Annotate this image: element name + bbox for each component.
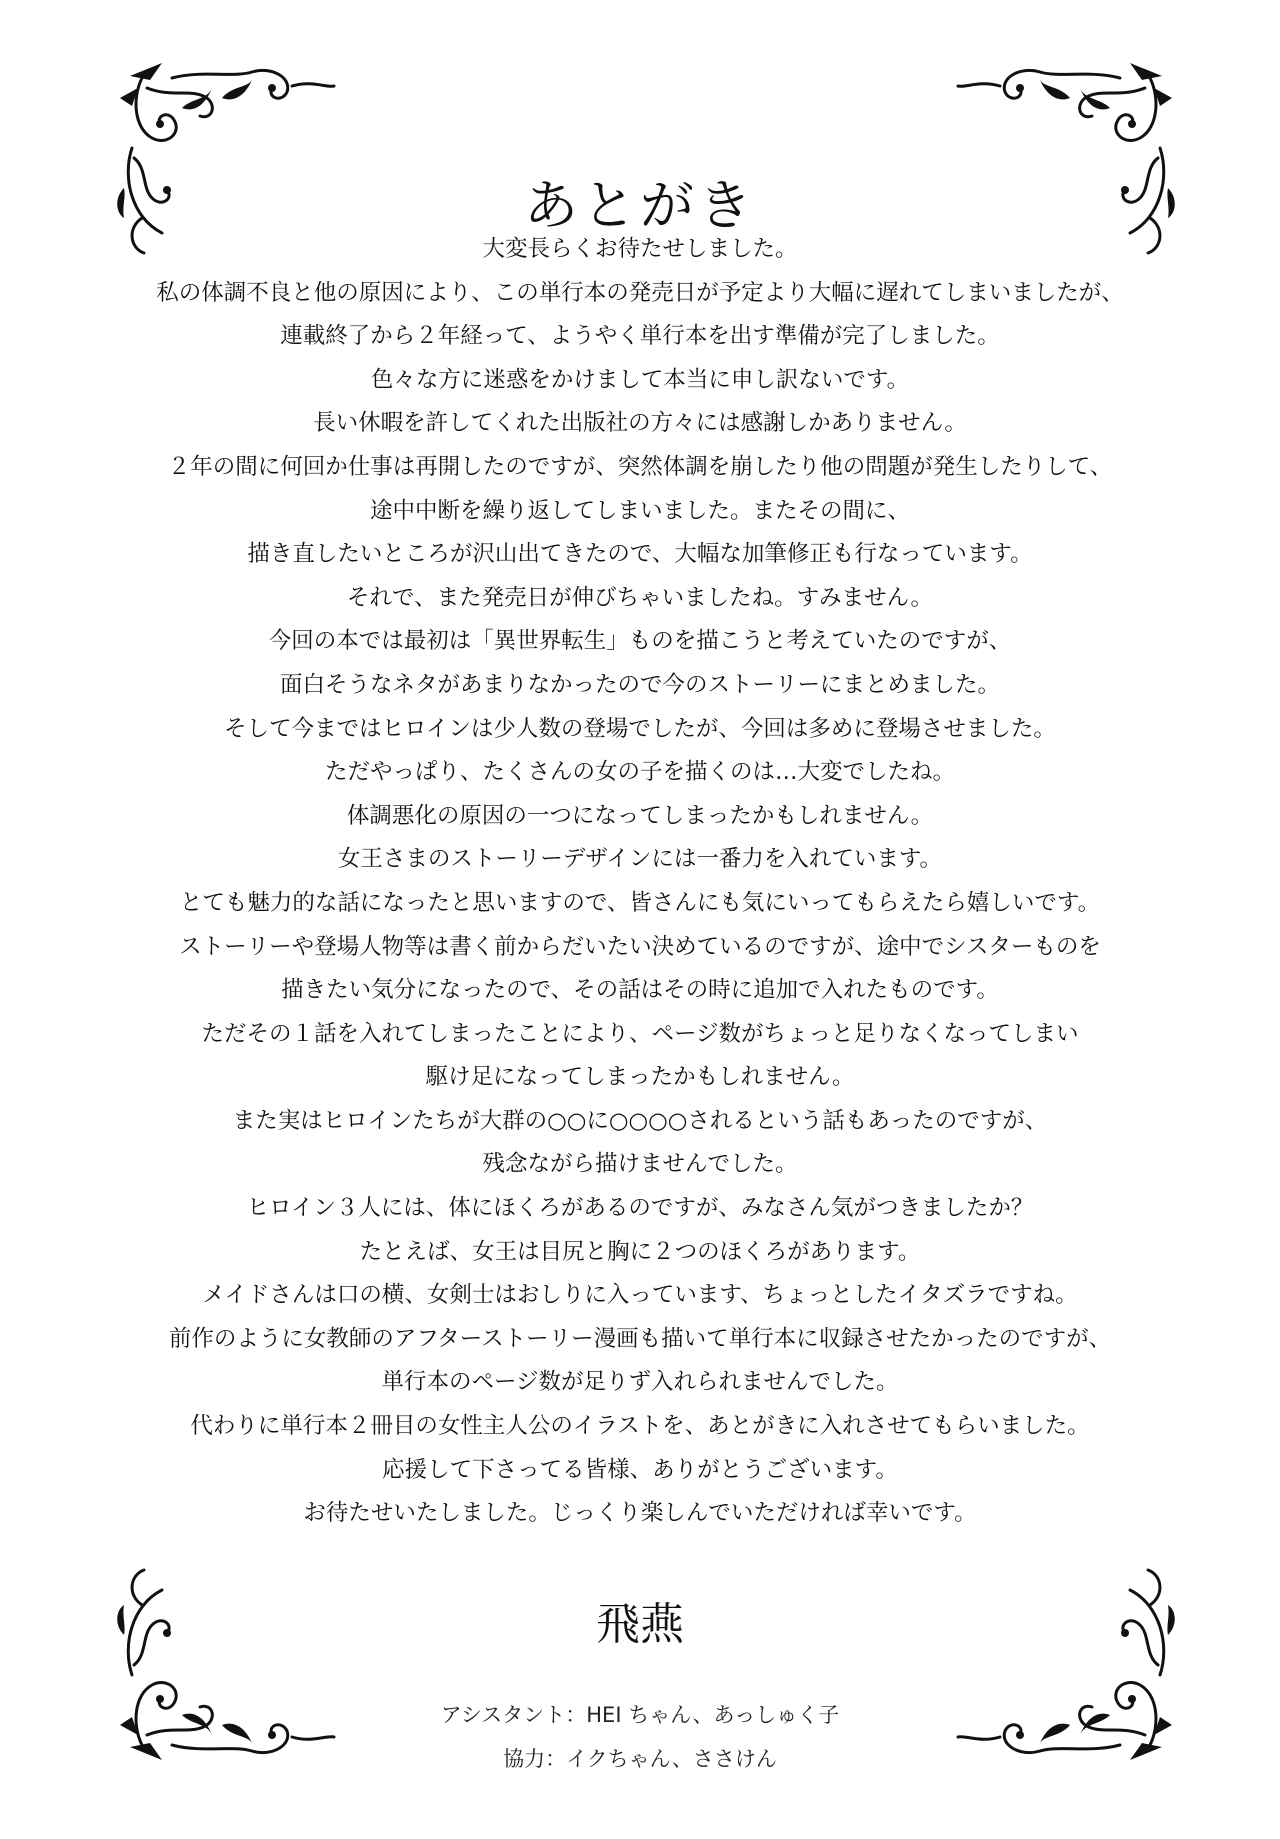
body-line: ただその１話を入れてしまったことにより、ページ数がちょっと足りなくなってしまい xyxy=(201,1020,1079,1047)
body-line: 途中中断を繰り返してしまいました。またその間に、 xyxy=(369,497,910,524)
body-line: ２年の間に何回か仕事は再開したのですが、突然体調を崩したり他の問題が発生したりして、 xyxy=(167,453,1113,480)
body-line: 単行本のページ数が足りず入れられませんでした。 xyxy=(381,1369,899,1396)
body-line: 今回の本では最初は「異世界転生」ものを描こうと考えていたのですが、 xyxy=(268,628,1012,655)
body-line: 長い休暇を許してくれた出版社の方々には感謝しかありません。 xyxy=(313,410,967,437)
afterword-body xyxy=(140,228,1140,1536)
cooperation-credit: 協力：イクちゃん、ささけん xyxy=(503,1747,777,1771)
body-line: ただやっぱり、たくさんの女の子を描くのは…大変でしたね。 xyxy=(324,759,955,786)
body-line: 代わりに単行本２冊目の女性主人公のイラストを、あとがきに入れさせてもらいました。 xyxy=(190,1413,1090,1440)
author-signature: 飛燕 xyxy=(596,1599,684,1650)
body-line: 応援して下さってる皆様、ありがとうございます。 xyxy=(382,1456,898,1483)
body-line: たとえば、女王は目尻と胸に２つのほくろがあります。 xyxy=(359,1238,921,1265)
body-line: 連載終了から２年経って、ようやく単行本を出す準備が完了しました。 xyxy=(280,323,1000,350)
body-line: 私の体調不良と他の原因により、この単行本の発売日が予定より大幅に遅れてしまいましたが、 xyxy=(156,279,1124,306)
body-line: ストーリーや登場人物等は書く前からだいたい決めているのですが、途中でシスターものを xyxy=(179,933,1101,960)
body-line: 女王さまのストーリーデザインには一番力を入れています。 xyxy=(337,846,943,873)
body-line: ヒロイン３人には、体にほくろがあるのですが、みなさん気がつきましたか？ xyxy=(246,1195,1034,1222)
body-line: 面白そうなネタがあまりなかったので今のストーリーにまとめました。 xyxy=(279,671,1000,698)
body-line: そして今まではヒロインは少人数の登場でしたが、今回は多めに登場させました。 xyxy=(224,715,1056,742)
body-line: 前作のように女教師のアフターストーリー漫画も描いて単行本に収録させたかったのですが、 xyxy=(168,1325,1112,1352)
assistant-credit: アシスタント：HEI ちゃん、あっしゅく子 xyxy=(440,1703,840,1727)
body-line: それで、また発売日が伸びちゃいましたね。すみません。 xyxy=(347,584,933,611)
body-line: 描き直したいところが沢山出てきたので、大幅な加筆修正も行なっています。 xyxy=(247,541,1033,568)
body-line: 体調悪化の原因の一つになってしまったかもしれません。 xyxy=(346,802,934,829)
body-line: 残念ながら描けませんでした。 xyxy=(482,1151,798,1178)
body-line: また実はヒロインたちが大群の○○に○○○○されるという話もあったのですが、 xyxy=(232,1107,1048,1134)
body-line: お待たせいたしました。じっくり楽しんでいただければ幸いです。 xyxy=(303,1500,977,1527)
body-line: メイドさんは口の横、女剣士はおしりに入っています、ちょっとしたイタズラですね。 xyxy=(202,1282,1078,1309)
body-line: 大変長らくお待たせしました。 xyxy=(482,236,798,262)
body-line: とても魅力的な話になったと思いますので、皆さんにも気にいってもらえたら嬉しいです。 xyxy=(179,889,1101,916)
body-line: 色々な方に迷惑をかけまして本当に申し訳ないです。 xyxy=(370,366,910,393)
body-line: 駆け足になってしまったかもしれません。 xyxy=(425,1064,855,1091)
body-line: 描きたい気分になったので、その話はその時に追加で入れたものです。 xyxy=(281,977,999,1004)
credits xyxy=(0,1693,1280,1781)
page-title: あとがき xyxy=(524,174,756,238)
